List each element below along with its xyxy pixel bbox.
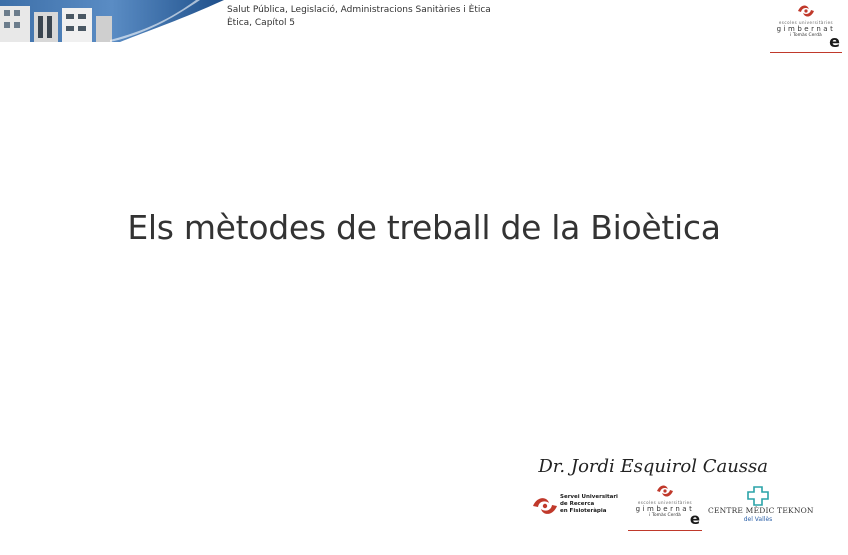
school-e-mark: e [829, 32, 840, 51]
servei-text [560, 494, 618, 515]
course-subject: Salut Pública, Legislació, Administracions Sanitàries i Ètica [227, 5, 491, 15]
gimbernat-logo-top [766, 2, 846, 54]
servei-line1: Servei Universitari [560, 494, 618, 500]
school-line1: escoles universitàries [778, 20, 834, 25]
school-line3: i Tomàs Cerdà [790, 33, 822, 38]
campus-photo-icon [0, 0, 224, 42]
school-line1: escoles universitàries [637, 500, 693, 505]
slide-author: Dr. Jordi Esquirol Caussa [538, 456, 768, 477]
servei-line3: en Fisioteràpia [560, 508, 607, 514]
campus-banner [0, 0, 224, 42]
servei-line2: de Recerca [560, 501, 595, 507]
teknon-sub: del Vallès [743, 516, 773, 523]
school-underline [770, 52, 842, 53]
servei-recerca-icon [530, 492, 560, 520]
gimbernat-logo-icon [654, 482, 676, 500]
medical-cross-icon [746, 486, 770, 506]
servei-recerca-logo [530, 490, 622, 522]
school-line2: gimbernat [776, 25, 836, 33]
teknon-name: CENTRE MÈDIC TEKNON [708, 506, 814, 515]
school-e-mark: e [689, 510, 700, 528]
gimbernat-logo-icon [795, 2, 817, 20]
gimbernat-logo-bottom [624, 482, 706, 534]
course-header [227, 4, 491, 30]
school-line2: gimbernat [635, 505, 695, 513]
slide-title: Els mètodes de treball de la Bioètica [127, 208, 721, 247]
teknon-logo [708, 486, 814, 528]
school-line3: i Tomàs Cerdà [649, 513, 681, 518]
school-underline [628, 530, 702, 531]
course-chapter: Ètica, Capítol 5 [227, 18, 296, 28]
